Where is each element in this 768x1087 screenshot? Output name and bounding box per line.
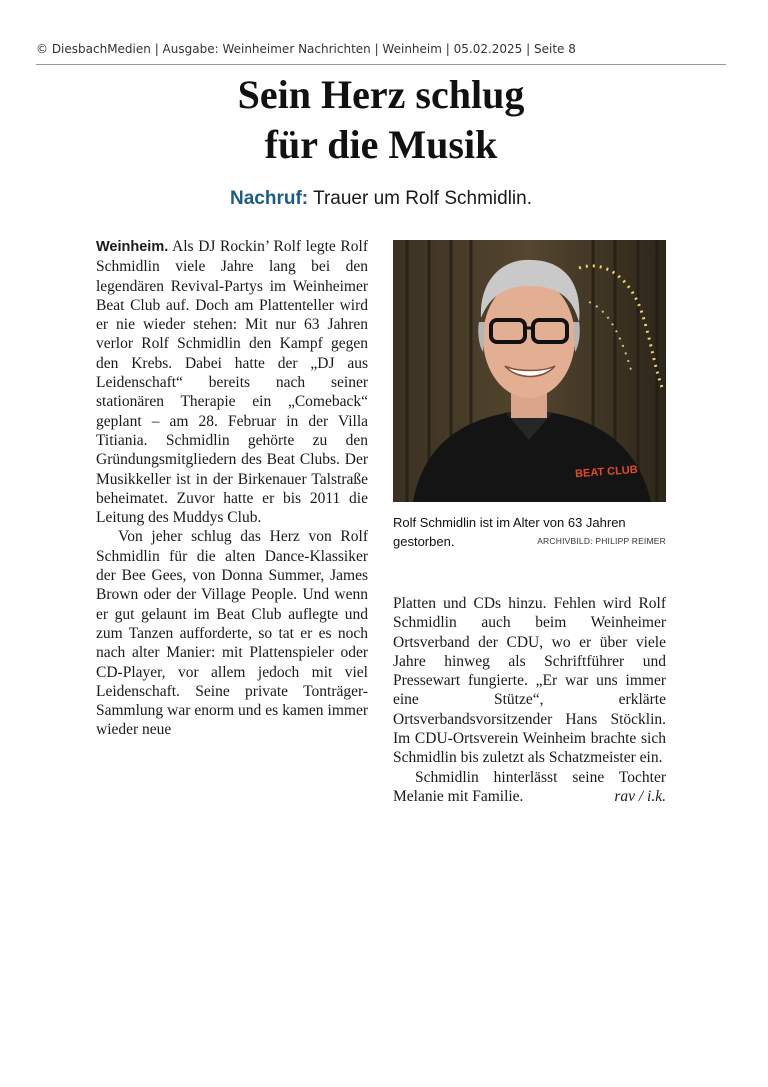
header-divider (36, 64, 726, 65)
caption-text: Rolf Schmidlin ist im Alter von 63 Jahren gestorben. (393, 515, 626, 549)
paragraph-3 (393, 768, 666, 807)
paragraph-2: Von jeher schlug das Herz von Rolf Schmidlin für die alten Dance-Klassiker der Bee Gees, von Donna Summer, James Brown oder der Village People. Und wenn er gut gelaunt im Beat Club auflegte und zum Tanzen aufforderte, so tat er es noch nach alter Manier: mit Plattenspieler oder CD-Player, vor allem jedoch mit viel Leidenschaft. Seine private Tonträger-Sammlung war enorm und es kamen immer wieder neue (96, 528, 368, 739)
article-subhead (96, 188, 666, 210)
paragraph-1 (96, 237, 368, 527)
photo-caption (393, 513, 666, 551)
shirt-print: BEAT CLUB (574, 463, 639, 481)
photo-credit: ARCHIVBILD: PHILIPP REIMER (537, 536, 666, 546)
dateline: Weinheim. (96, 239, 169, 255)
article-column-right (393, 594, 666, 806)
subtitle-text: Trauer um Rolf Schmidlin. (313, 188, 532, 209)
portrait-photo (393, 240, 666, 502)
portrait-photo-illustration (393, 240, 666, 502)
paragraph-2-continued: Platten und CDs hinzu. Fehlen wird Rolf Schmidlin auch beim Weinheimer Ortsverband der CDU, wo er über viele Jahre hinweg als Schriftführer und Pressewart fungierte. „Er war uns immer eine Stütze“, erklärte Ortsverbandsvorsitzender Hans Stöcklin. Im CDU-Ortsverein Weinheim brachte sich Schmidlin bis zuletzt als Schatzmeister ein. (393, 595, 666, 767)
author-signature: rav / i.k. (614, 787, 666, 805)
headline-line-1: Sein Herz schlug (237, 72, 525, 117)
headline-line-2: für die Musik (264, 122, 498, 167)
kicker-label: Nachruf: (230, 188, 309, 209)
publication-meta-line: © DiesbachMedien | Ausgabe: Weinheimer Nachrichten | Weinheim | 05.02.2025 | Seite 8 (36, 42, 576, 56)
article-headline (96, 70, 666, 170)
article-column-left (96, 237, 368, 740)
paragraph-1-text: Als DJ Rockin’ Rolf legte Rolf Schmidlin viele Jahre lang bei den legendären Revival-Partys im Weinheimer Beat Club auf. Doch am Plattenteller wird er nie wieder stehen: Mit nur 63 Jahren verlor Rolf Schmidlin den Kampf gegen den Krebs. Dabei hatte der „DJ aus Leidenschaft“ bereits nach seiner stationären Therapie ein „Comeback“ geplant – am 28. Februar in der Villa Titiania. Schmidlin gehörte zu den Gründungsmitgliedern des Beat Clubs. Der Musikkeller ist in der Birkenauer Talstraße beheimatet. Zuvor hatte er bis 2011 die Leitung des Muddys Club. (96, 238, 368, 527)
paragraph-3-text: Schmidlin hinterlässt seine Tochter Melanie mit Familie. (393, 768, 666, 805)
